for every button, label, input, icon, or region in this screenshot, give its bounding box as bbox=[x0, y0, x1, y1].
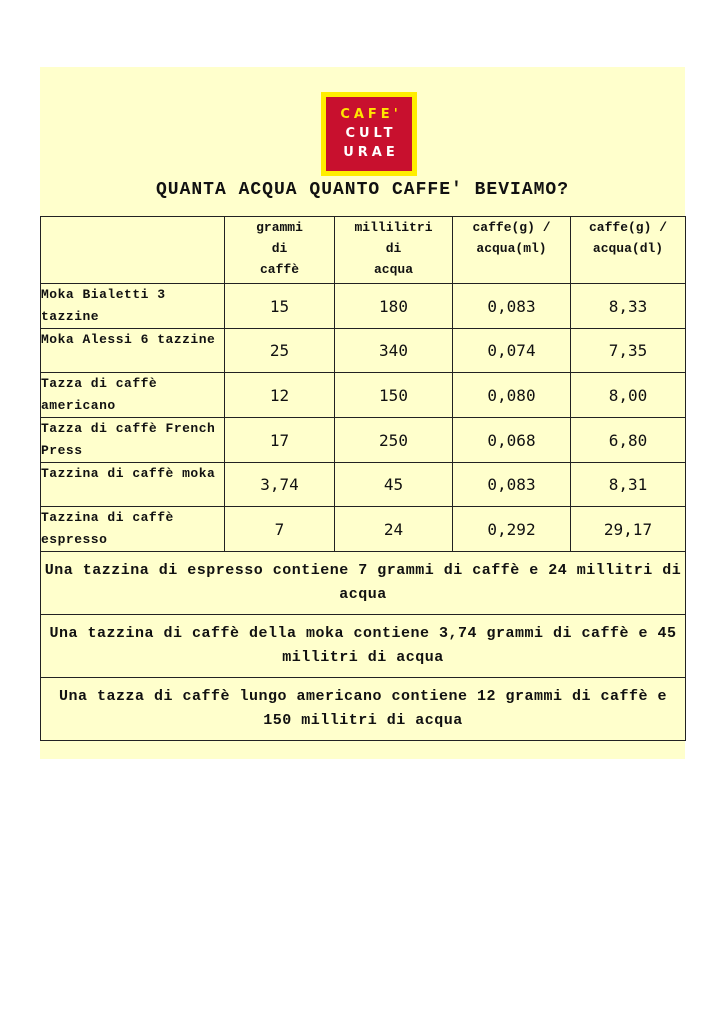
cell-ratio-ml: 0,083 bbox=[453, 284, 571, 329]
table-row bbox=[41, 284, 686, 329]
note-row bbox=[41, 615, 686, 678]
cell-ml: 250 bbox=[335, 418, 453, 463]
cell-ml: 180 bbox=[335, 284, 453, 329]
note-americano: Una tazza di caffè lungo americano contiene 12 grammi di caffè e 150 millitri di acqua bbox=[41, 678, 686, 741]
note-espresso: Una tazzina di espresso contiene 7 grammi di caffè e 24 millitri di acqua bbox=[41, 552, 686, 615]
header-ratio-dl bbox=[571, 217, 686, 284]
note-row bbox=[41, 552, 686, 615]
cell-ml: 45 bbox=[335, 463, 453, 507]
note-row bbox=[41, 678, 686, 741]
cell-ratio-dl: 29,17 bbox=[571, 507, 686, 552]
table-row bbox=[41, 373, 686, 418]
header-ml bbox=[335, 217, 453, 284]
row-label: Tazzina di caffè moka bbox=[41, 463, 225, 507]
coffee-ratio-table bbox=[40, 216, 686, 741]
logo-line-2: CULT bbox=[345, 126, 397, 141]
table-row bbox=[41, 329, 686, 373]
row-label: Tazza di caffè americano bbox=[41, 373, 225, 418]
cell-ratio-dl: 8,33 bbox=[571, 284, 686, 329]
header-grams-line-1: grammi bbox=[256, 220, 303, 235]
header-ratio-dl-line-2: acqua(dl) bbox=[592, 241, 664, 256]
row-label: Tazza di caffè French Press bbox=[41, 418, 225, 463]
logo-line-1: CAFE' bbox=[340, 107, 402, 122]
logo-line-3: URAE bbox=[343, 145, 399, 160]
cell-ratio-ml: 0,080 bbox=[453, 373, 571, 418]
table-row bbox=[41, 507, 686, 552]
cell-grams: 15 bbox=[225, 284, 335, 329]
cell-ratio-ml: 0,083 bbox=[453, 463, 571, 507]
header-ratio-ml-line-2: acqua(ml) bbox=[476, 241, 547, 256]
cell-ratio-ml: 0,068 bbox=[453, 418, 571, 463]
header-empty-cell bbox=[41, 217, 225, 284]
document-page bbox=[40, 67, 685, 759]
cell-ml: 24 bbox=[335, 507, 453, 552]
cell-ratio-ml: 0,292 bbox=[453, 507, 571, 552]
note-moka: Una tazzina di caffè della moka contiene 3,74 grammi di caffè e 45 millitri di acqua bbox=[41, 615, 686, 678]
cell-grams: 3,74 bbox=[225, 463, 335, 507]
cafe-culturae-logo bbox=[321, 92, 417, 176]
cell-grams: 12 bbox=[225, 373, 335, 418]
cell-grams: 7 bbox=[225, 507, 335, 552]
header-ratio-ml-line-1: caffe(g) / bbox=[472, 220, 551, 235]
cell-ratio-dl: 6,80 bbox=[571, 418, 686, 463]
cell-ratio-dl: 8,00 bbox=[571, 373, 686, 418]
table-header-row bbox=[41, 217, 686, 284]
header-ratio-dl-line-1: caffe(g) / bbox=[588, 220, 667, 235]
header-ratio-ml bbox=[453, 217, 571, 284]
cell-ratio-dl: 8,31 bbox=[571, 463, 686, 507]
header-ml-line-2: di bbox=[385, 241, 402, 256]
header-grams-line-2: di bbox=[271, 241, 288, 256]
header-ml-line-3: acqua bbox=[373, 262, 413, 277]
header-ml-line-1: millilitri bbox=[354, 220, 433, 235]
header-grams bbox=[225, 217, 335, 284]
cell-ratio-dl: 7,35 bbox=[571, 329, 686, 373]
row-label: Tazzina di caffè espresso bbox=[41, 507, 225, 552]
header-grams-line-3: caffè bbox=[259, 262, 299, 277]
cell-grams: 25 bbox=[225, 329, 335, 373]
cell-ratio-ml: 0,074 bbox=[453, 329, 571, 373]
cell-grams: 17 bbox=[225, 418, 335, 463]
row-label: Moka Bialetti 3 tazzine bbox=[41, 284, 225, 329]
cell-ml: 150 bbox=[335, 373, 453, 418]
table-row bbox=[41, 418, 686, 463]
page-title: QUANTA ACQUA QUANTO CAFFE' BEVIAMO? bbox=[155, 180, 570, 200]
logo-box bbox=[326, 97, 412, 171]
row-label: Moka Alessi 6 tazzine bbox=[41, 329, 225, 373]
table-row bbox=[41, 463, 686, 507]
cell-ml: 340 bbox=[335, 329, 453, 373]
